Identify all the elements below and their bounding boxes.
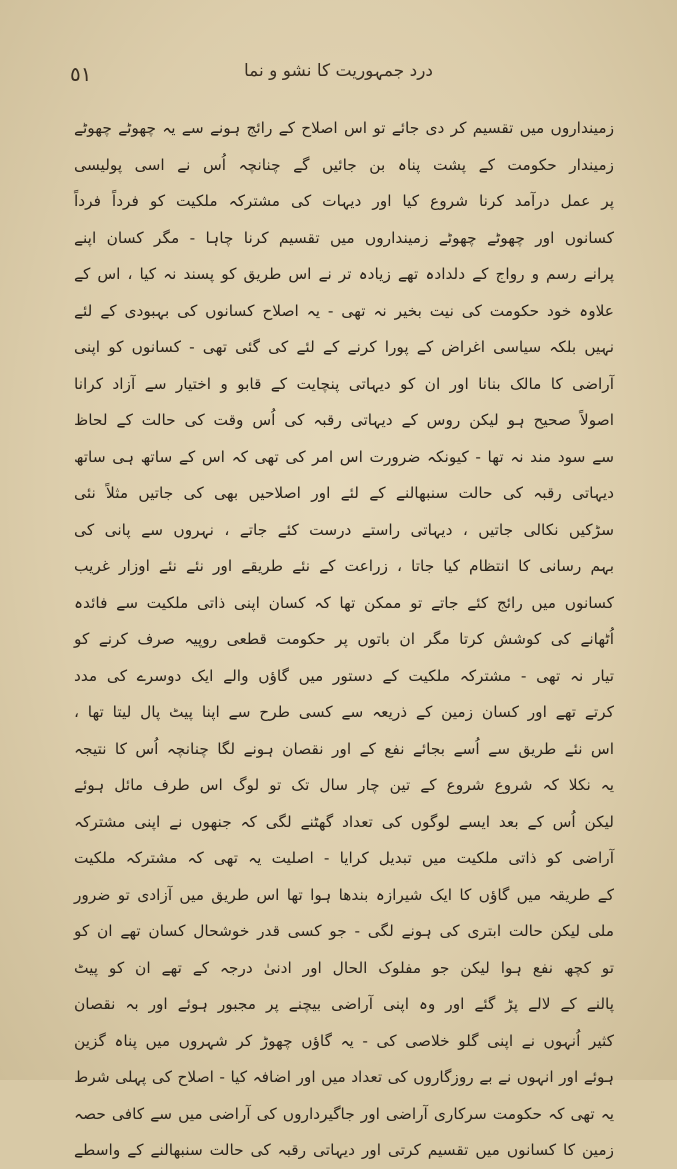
text-line: کے طریقہ میں گاؤں کا ایک شیرازہ بندھا ہوا تھا اس طریق میں آزادی تو ضرور [74, 885, 614, 904]
text-line: اُٹھانے کی کوشش کرتا مگر ان باتوں پر حکومت قطعی روپیہ صرف کرنے کو [74, 630, 614, 648]
text-line: پالنے کے لالے پڑ گئے اور وہ اپنی آراضی بیچنے پر مجبور ہوئے اور بہ نقصان [74, 995, 614, 1013]
text-line: آراضی کو ذاتی ملکیت میں تبدیل کرایا - اصلیت یہ تھی کہ مشترکہ ملکیت [74, 849, 614, 867]
text-line: ہوئے اور انہوں نے بے روزگاروں کی تعداد میں اور اضافہ کیا - اصلاح کی پہلی شرط [74, 1068, 614, 1086]
text-line: کسانوں میں رائج کئے جاتے تو ممکن تھا کہ کسان اپنی ذاتی ملکیت سے فائدہ [74, 593, 614, 612]
page-header [40, 58, 637, 98]
text-line: یہ نکلا کہ شروع شروع کے تین چار سال تک تو لوگ اس طرف مائل ہوئے [74, 776, 614, 794]
text-line: یہ تھی کہ حکومت سرکاری آراضی اور جاگیرداروں کی آراضی میں سے کافی حصہ [74, 1104, 614, 1123]
running-title: درد جمہوریت کا نشو و نما [244, 61, 433, 81]
text-line: آراضی کا مالک بنانا اور ان کو دیہاتی پنچایت کے قابو و اختیار سے آزاد کرانا [74, 374, 614, 393]
text-line: تیار نہ تھی - مشترکہ ملکیت کے دستور میں گاؤں والے ایک دوسرے کی مدد [74, 666, 614, 685]
body-text [74, 110, 614, 1169]
text-line: کرتے تھے اور کسان زمین کے ذریعہ سے کسی طرح سے اپنا پیٹ پال لیتا تھا ، [74, 703, 614, 721]
text-line: پرانے رسم و رواج کے دلدادہ تھے زیادہ تر نے اس طریق کو پسند نہ کیا ، اس کے [74, 265, 614, 283]
text-line: کثیر اُنہوں نے اپنی گلو خلاصی کی - یہ گاؤں چھوڑ کر شہروں میں پناہ گزین [74, 1031, 614, 1050]
text-line: زمیندار حکومت کے پشت پناہ بن جائیں گے چنانچہ اُس نے اسی پولیسی [74, 155, 614, 174]
text-line: پر عمل درآمد کرنا شروع کیا اور دیہات کی مشترکہ ملکیت کو فرداً فرداً [74, 192, 614, 210]
text-line: تو کچھ نفع ہوا لیکن جو مفلوک الحال اور ادنیٰ درجہ کے تھے ان کو پیٹ [74, 958, 614, 977]
text-line: اس نئے طریق سے اُسے بجائے نفع کے اور نقصان ہونے لگا چنانچہ اُس کا نتیجہ [74, 739, 614, 758]
text-line: زمین کا کسانوں میں تقسیم کرتی اور دیہاتی رقبہ کی حالت سنبھالنے کے واسطے [74, 1141, 614, 1159]
text-line: لیکن اُس کے بعد ایسے لوگوں کی تعداد گھٹنے لگی کہ جنھوں نے اپنی مشترکہ [74, 812, 614, 831]
text-line: سڑکیں نکالی جاتیں ، دیہاتی راستے درست کئے جاتے ، نہروں سے پانی کی [74, 520, 614, 539]
text-line: دیہاتی رقبہ کی حالت سنبھالنے کے لئے اور اصلاحیں بھی کی جاتیں مثلاً نئی [74, 484, 614, 502]
text-line: ملی لیکن حالت ابتری کی ہونے لگی - جو کسی قدر خوشحال کسان تھے ان کو [74, 922, 614, 940]
text-line: سے سود مند نہ تھا - کیونکہ ضرورت اس امر کی تھی کہ اس کے ساتھ ہی ساتھ [74, 447, 614, 466]
text-line: بہم رسانی کا انتظام کیا جاتا ، زراعت کے نئے طریقے اور نئے نئے اوزار غریب [74, 557, 614, 575]
text-line: اصولاً صحیح ہو لیکن روس کے دیہاتی رقبہ کی اُس وقت کی حالت کے لحاظ [74, 411, 614, 429]
text-line: نہیں بلکہ سیاسی اغراض کے پورا کرنے کے لئے کی گئی تھی - کسانوں کو اپنی [74, 338, 614, 356]
page-number: ٥١ [70, 62, 92, 86]
text-line: علاوہ خود حکومت کی نیت بخیر نہ تھی - یہ اصلاح کسانوں کی بہبودی کے لئے [74, 301, 614, 320]
text-line: زمینداروں میں تقسیم کر دی جائے تو اس اصلاح کے رائج ہونے سے یہ چھوٹے چھوٹے [74, 119, 614, 137]
text-line: کسانوں اور چھوٹے چھوٹے زمینداروں میں تقسیم کرنا چاہا - مگر کسان اپنے [74, 228, 614, 247]
